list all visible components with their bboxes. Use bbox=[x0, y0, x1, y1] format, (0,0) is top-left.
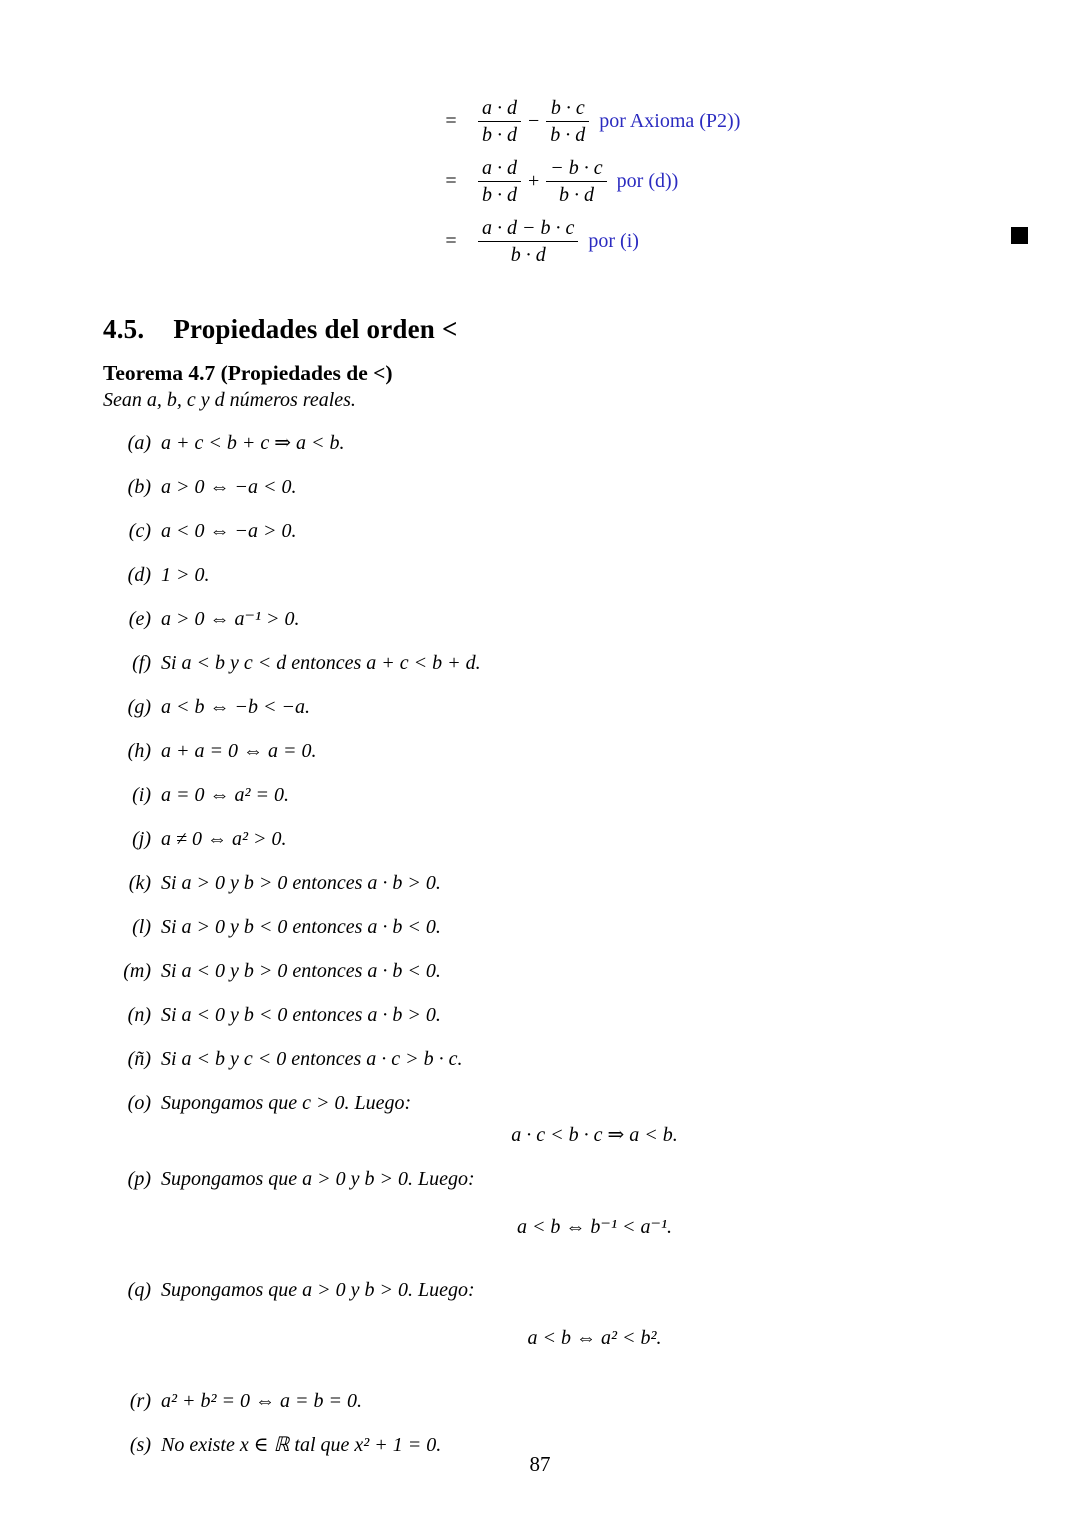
equals-sign: = bbox=[445, 230, 457, 252]
item-label: (h) bbox=[127, 740, 151, 762]
fraction bbox=[546, 156, 606, 207]
derivation-row bbox=[440, 156, 1028, 207]
theorem-item-k bbox=[103, 871, 1028, 896]
theorem-item-enye bbox=[103, 1047, 1028, 1072]
theorem-title: Teorema 4.7 (Propiedades de <) bbox=[103, 361, 393, 385]
item-text: a > 0 ⇔ −a < 0. bbox=[161, 476, 297, 498]
fraction bbox=[478, 156, 521, 207]
item-text: a = 0 ⇔ a² = 0. bbox=[161, 784, 289, 806]
item-label: (a) bbox=[127, 432, 151, 454]
item-text: a < 0 ⇔ −a > 0. bbox=[161, 520, 297, 542]
item-text: Supongamos que c > 0. Luego: bbox=[161, 1092, 412, 1114]
item-text: Si a > 0 y b < 0 entonces a · b < 0. bbox=[161, 916, 441, 938]
theorem-item-n bbox=[103, 1003, 1028, 1028]
display-equation: a · c < b · c ⇒ a < b. bbox=[511, 1124, 678, 1146]
fraction-denominator: b · d bbox=[482, 124, 517, 146]
fraction bbox=[546, 96, 589, 147]
item-text: a < b ⇔ −b < −a. bbox=[161, 696, 310, 718]
section-number: 4.5. bbox=[103, 314, 145, 344]
theorem-properties-list bbox=[103, 431, 1028, 1458]
item-label: (b) bbox=[127, 476, 151, 498]
minus-operator: − bbox=[528, 110, 540, 132]
theorem-item-b bbox=[103, 475, 1028, 500]
item-label: (f) bbox=[132, 652, 151, 674]
display-equation: a < b ⇔ b⁻¹ < a⁻¹. bbox=[516, 1216, 673, 1238]
item-label: (r) bbox=[129, 1390, 151, 1412]
qed-square-icon bbox=[1011, 227, 1028, 244]
item-label: (s) bbox=[129, 1434, 151, 1456]
justification-label: por (i) bbox=[588, 230, 639, 252]
fraction-numerator: b · c bbox=[546, 96, 589, 122]
fraction-denominator: b · d bbox=[558, 184, 594, 206]
item-label: (d) bbox=[127, 564, 151, 586]
theorem-item-e bbox=[103, 607, 1028, 632]
item-text: a² + b² = 0 ⇔ a = b = 0. bbox=[161, 1390, 362, 1412]
theorem-item-p bbox=[103, 1167, 1028, 1253]
item-label: (l) bbox=[132, 916, 151, 938]
item-label: (e) bbox=[128, 608, 151, 630]
item-label: (i) bbox=[132, 784, 151, 806]
fraction-numerator: a · d − b · c bbox=[478, 216, 578, 242]
theorem-item-c bbox=[103, 519, 1028, 544]
plus-operator: + bbox=[528, 170, 540, 192]
theorem-item-o bbox=[103, 1091, 1028, 1148]
display-equation: a < b ⇔ a² < b². bbox=[527, 1327, 662, 1349]
item-label: (j) bbox=[132, 828, 151, 850]
item-label: (o) bbox=[127, 1092, 151, 1114]
fraction bbox=[478, 96, 521, 147]
fraction-denominator: b · d bbox=[510, 244, 546, 266]
theorem-item-m bbox=[103, 959, 1028, 984]
theorem-item-r bbox=[103, 1389, 1028, 1414]
item-text: Si a < 0 y b > 0 entonces a · b < 0. bbox=[161, 960, 441, 982]
fraction-numerator: a · d bbox=[478, 156, 521, 182]
item-text: No existe x ∈ ℝ tal que x² + 1 = 0. bbox=[161, 1434, 442, 1456]
fraction-numerator: a · d bbox=[478, 96, 521, 122]
item-label: (m) bbox=[123, 960, 151, 982]
theorem-item-g bbox=[103, 695, 1028, 720]
fraction-denominator: b · d bbox=[482, 184, 517, 206]
item-text: Si a < 0 y b < 0 entonces a · b > 0. bbox=[161, 1004, 441, 1026]
equals-sign: = bbox=[445, 110, 457, 132]
justification-label: por (d)) bbox=[616, 170, 679, 192]
item-text: Supongamos que a > 0 y b > 0. Luego: bbox=[161, 1279, 475, 1301]
item-label: (g) bbox=[127, 696, 151, 718]
theorem-item-h bbox=[103, 739, 1028, 764]
theorem-item-a bbox=[103, 431, 1028, 456]
item-text: Si a < b y c < d entonces a + c < b + d. bbox=[161, 652, 481, 674]
item-text: a ≠ 0 ⇔ a² > 0. bbox=[161, 828, 287, 850]
theorem-item-f bbox=[103, 651, 1028, 676]
item-text: a + a = 0 ⇔ a = 0. bbox=[161, 740, 317, 762]
item-label: (q) bbox=[127, 1279, 151, 1301]
item-text: a > 0 ⇔ a⁻¹ > 0. bbox=[161, 608, 300, 630]
section-title: Propiedades del orden < bbox=[173, 314, 458, 344]
theorem-item-j bbox=[103, 827, 1028, 852]
theorem-item-d bbox=[103, 563, 1028, 588]
item-text: 1 > 0. bbox=[161, 564, 210, 586]
section-heading bbox=[103, 314, 1028, 345]
justification-label: por Axioma (P2)) bbox=[599, 110, 741, 132]
theorem-item-i bbox=[103, 783, 1028, 808]
derivation-row bbox=[440, 216, 1028, 267]
page-number: 87 bbox=[529, 1452, 551, 1476]
theorem-item-l bbox=[103, 915, 1028, 940]
theorem-item-q bbox=[103, 1278, 1028, 1364]
item-label: (k) bbox=[128, 872, 151, 894]
item-label: (c) bbox=[128, 520, 151, 542]
fraction-numerator: − b · c bbox=[546, 156, 606, 182]
item-label: (n) bbox=[127, 1004, 151, 1026]
equals-sign: = bbox=[445, 170, 457, 192]
item-label: (ñ) bbox=[127, 1048, 151, 1070]
item-text: Si a > 0 y b > 0 entonces a · b > 0. bbox=[161, 872, 441, 894]
item-label: (p) bbox=[127, 1168, 151, 1190]
theorem-intro: Sean a, b, c y d números reales. bbox=[103, 389, 356, 411]
item-text: a + c < b + c ⇒ a < b. bbox=[161, 432, 345, 454]
item-text: Supongamos que a > 0 y b > 0. Luego: bbox=[161, 1168, 475, 1190]
equation-derivation bbox=[103, 96, 1028, 267]
derivation-row bbox=[440, 96, 1028, 147]
fraction-denominator: b · d bbox=[550, 124, 586, 146]
item-text: Si a < b y c < 0 entonces a · c > b · c. bbox=[161, 1048, 463, 1070]
fraction bbox=[478, 216, 578, 267]
